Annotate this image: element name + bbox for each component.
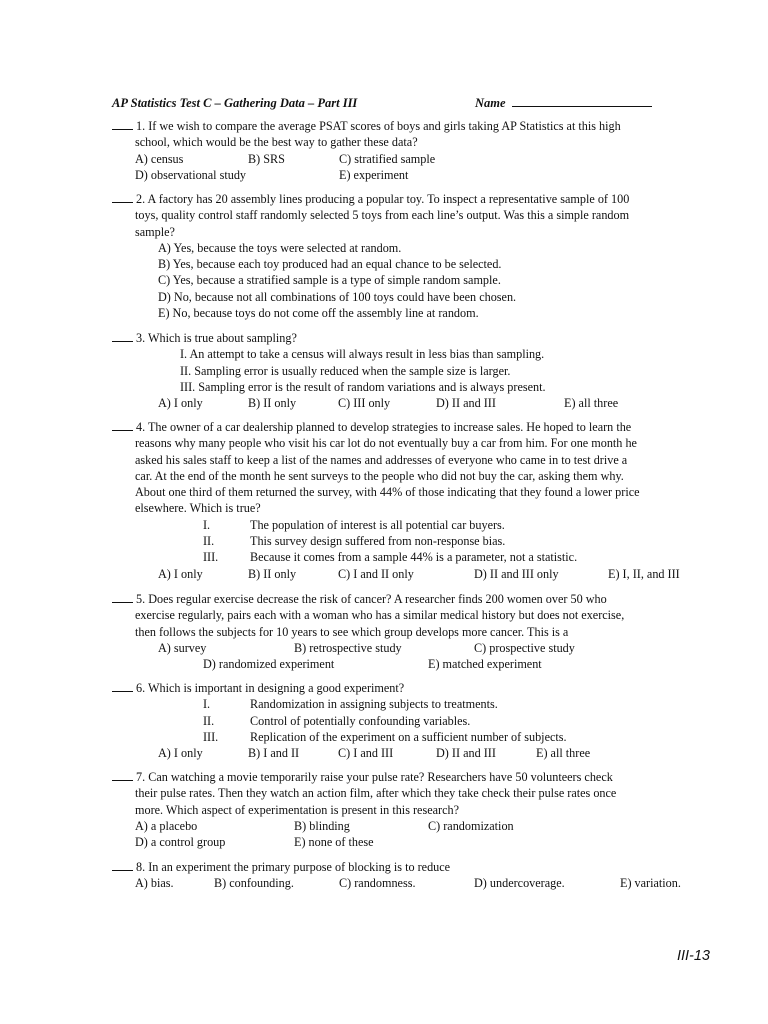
- question-6: [112, 680, 702, 761]
- options-row: [158, 640, 702, 656]
- question-text: sample?: [135, 224, 175, 239]
- question-3: [112, 330, 702, 411]
- option-a: A) I only: [158, 396, 203, 411]
- option-e: E) experiment: [339, 167, 409, 182]
- question-text: reasons why many people who visit his car lot do not eventually buy a car from him. For one month he: [135, 436, 637, 451]
- statement-1: I. An attempt to take a census will always result in less bias than sampling.: [180, 347, 545, 362]
- option-a: A) Yes, because the toys were selected at random.: [158, 240, 402, 255]
- option-d: D) No, because not all combinations of 100 toys could have been chosen.: [158, 289, 517, 304]
- answer-blank-6[interactable]: [112, 681, 133, 692]
- question-text: 6. Which is important in designing a good experiment?: [136, 681, 405, 695]
- statement-text: Because it comes from a sample 44% is a parameter, not a statistic.: [250, 550, 578, 565]
- option-d: D) II and III only: [474, 566, 559, 581]
- option-c: C) Yes, because a stratified sample is a type of simple random sample.: [158, 273, 501, 288]
- option-d: D) a control group: [135, 835, 226, 850]
- option-b: B) blinding: [294, 818, 350, 833]
- name-blank[interactable]: [512, 95, 652, 107]
- statement-text: Replication of the experiment on a sufficient number of subjects.: [250, 729, 567, 744]
- option-b: B) confounding.: [214, 876, 294, 891]
- statement-text: Control of potentially confounding variables.: [250, 713, 471, 728]
- option-d: D) undercoverage.: [474, 876, 565, 891]
- question-text: 8. In an experiment the primary purpose of blocking is to reduce: [136, 860, 451, 874]
- question-text: school, which would be the best way to gather these data?: [135, 135, 418, 150]
- question-text: elsewhere. Which is true?: [135, 501, 261, 516]
- option-c: C) prospective study: [474, 640, 575, 655]
- question-7: [112, 769, 702, 850]
- option-a: A) bias.: [135, 876, 174, 891]
- question-text: 3. Which is true about sampling?: [136, 331, 297, 345]
- question-text: 1. If we wish to compare the average PSAT scores of boys and girls taking AP Statistics at this high: [136, 119, 621, 133]
- option-d: D) II and III: [436, 396, 496, 411]
- option-d: D) observational study: [135, 167, 247, 182]
- option-a: A) a placebo: [135, 818, 198, 833]
- statement-3: [135, 729, 702, 745]
- option-c: C) III only: [338, 396, 391, 411]
- statement-1: [135, 517, 702, 533]
- option-c: C) stratified sample: [339, 151, 436, 166]
- options-row: [135, 167, 702, 183]
- question-1: [112, 118, 702, 183]
- answer-blank-4[interactable]: [112, 420, 133, 431]
- option-e: E) I, II, and III: [608, 566, 680, 581]
- option-a: A) census: [135, 151, 184, 166]
- options-row: [203, 656, 702, 672]
- numeral: II.: [203, 713, 215, 728]
- option-d: D) randomized experiment: [203, 657, 335, 672]
- test-title: AP Statistics Test C – Gathering Data – Part III: [112, 96, 358, 110]
- question-text: 7. Can watching a movie temporarily raise your pulse rate? Researchers have 50 volunteers check: [136, 770, 613, 784]
- statements-list: [112, 346, 702, 395]
- numeral: III.: [203, 550, 219, 565]
- option-e: E) variation.: [620, 876, 681, 891]
- option-b: B) retrospective study: [294, 640, 402, 655]
- question-text: 4. The owner of a car dealership planned to develop strategies to increase sales. He hoped to learn the: [136, 420, 632, 434]
- option-b: B) SRS: [248, 151, 285, 166]
- statement-2: [135, 533, 702, 549]
- question-text: asked his sales staff to keep a list of the names and addresses of everyone who came in to test drive a: [135, 452, 628, 467]
- answer-blank-1[interactable]: [112, 119, 133, 130]
- page-header: [112, 95, 672, 111]
- question-text: then follows the subjects for 10 years to see which group develops more cancer. This is a: [135, 624, 569, 639]
- question-text: 5. Does regular exercise decrease the risk of cancer? A researcher finds 200 women over 50 who: [136, 592, 607, 606]
- question-text: more. Which aspect of experimentation is present in this research?: [135, 802, 459, 817]
- options-row: [158, 745, 702, 761]
- options-row: [135, 818, 702, 834]
- numeral: I.: [203, 697, 211, 712]
- option-b: B) Yes, because each toy produced had an equal chance to be selected.: [158, 257, 502, 272]
- option-d: D) II and III: [436, 746, 496, 761]
- answer-blank-7[interactable]: [112, 770, 133, 781]
- numeral: II.: [203, 534, 215, 549]
- statement-text: This survey design suffered from non-response bias.: [250, 534, 506, 549]
- statement-3: [135, 549, 702, 565]
- options-row: [135, 875, 702, 891]
- option-c: C) randomness.: [339, 876, 416, 891]
- page-number: III-13: [676, 948, 710, 964]
- name-label: Name: [475, 96, 506, 110]
- question-4: [112, 419, 702, 582]
- options-row: [135, 834, 702, 850]
- option-e: E) matched experiment: [428, 657, 542, 672]
- statement-text: Randomization in assigning subjects to treatments.: [250, 697, 498, 712]
- question-8: [112, 859, 702, 892]
- answer-blank-8[interactable]: [112, 860, 133, 871]
- option-e: E) none of these: [294, 835, 374, 850]
- options-row: [158, 566, 702, 582]
- statement-3: III. Sampling error is the result of random variations and is always present.: [180, 379, 546, 394]
- answer-blank-3[interactable]: [112, 331, 133, 342]
- question-text: 2. A factory has 20 assembly lines producing a popular toy. To inspect a representative sample of 100: [136, 192, 630, 206]
- option-b: B) II only: [248, 396, 297, 411]
- options-list: [112, 240, 702, 321]
- question-text: car. At the end of the month he sent surveys to the people who did not buy the car, asking them why.: [135, 468, 624, 483]
- option-c: C) I and II only: [338, 566, 414, 581]
- statement-2: [135, 713, 702, 729]
- question-2: [112, 191, 702, 321]
- option-b: B) I and II: [248, 746, 300, 761]
- question-text: exercise regularly, pairs each with a woman who has a similar medical history but does not exercise,: [135, 608, 625, 623]
- option-e: E) all three: [536, 746, 591, 761]
- question-text: their pulse rates. Then they watch an action film, after which they take check their pulse rates once: [135, 786, 617, 801]
- statement-text: The population of interest is all potential car buyers.: [250, 517, 505, 532]
- option-e: E) all three: [564, 396, 619, 411]
- option-b: B) II only: [248, 566, 297, 581]
- option-a: A) survey: [158, 640, 207, 655]
- statement-1: [135, 696, 702, 712]
- name-field[interactable]: [475, 95, 652, 111]
- options-row: [158, 395, 702, 411]
- option-a: A) I only: [158, 566, 203, 581]
- statement-2: II. Sampling error is usually reduced when the sample size is larger.: [180, 363, 511, 378]
- options-row: [135, 151, 702, 167]
- answer-blank-5[interactable]: [112, 592, 133, 603]
- option-e: E) No, because toys do not come off the assembly line at random.: [158, 306, 479, 321]
- option-a: A) I only: [158, 746, 203, 761]
- option-c: C) randomization: [428, 818, 514, 833]
- option-c: C) I and III: [338, 746, 394, 761]
- numeral: I.: [203, 517, 211, 532]
- question-text: About one third of them returned the survey, with 44% of those indicating that they found a lower price: [135, 485, 640, 500]
- answer-blank-2[interactable]: [112, 192, 133, 203]
- numeral: III.: [203, 729, 219, 744]
- question-text: toys, quality control staff randomly selected 5 toys from each line’s output. Was this a simple random: [135, 208, 630, 223]
- question-5: [112, 591, 702, 672]
